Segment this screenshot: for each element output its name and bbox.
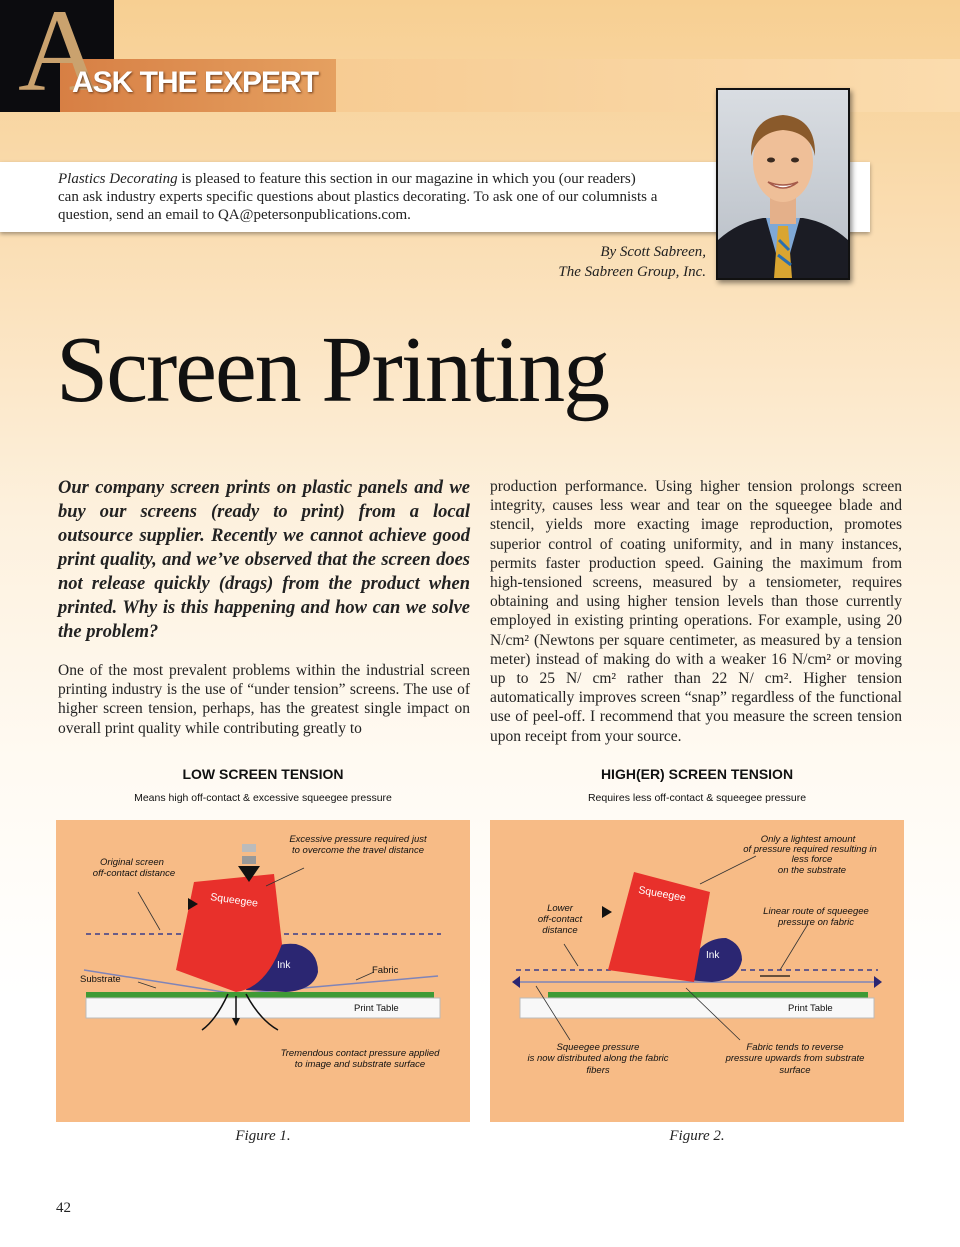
author-portrait-illustration	[718, 90, 848, 278]
section-initial-letter: A	[18, 0, 104, 116]
figure2-subtitle: Requires less off-contact & squeegee pressure	[587, 792, 807, 804]
fig2-left-arrow	[512, 976, 520, 988]
intro-body: is pleased to feature this section in our magazine in which you (our readers) can ask industry experts specific questions about plastics decorating. To ask one of our columnists a question, send an email to QA@petersonpublications.com.	[58, 171, 658, 223]
fig1-pressure-arrow-grey-1	[242, 844, 256, 852]
figure1-caption: Figure 1.	[235, 1128, 291, 1144]
magazine-name: Plastics Decorating	[58, 171, 178, 187]
fig2-label-light-line1: Only a lightest amount	[760, 834, 856, 845]
fig2-direction-arrow	[602, 906, 612, 918]
fig2-label-lower-line2: off-contact	[537, 914, 583, 925]
fig2-leader-linear	[780, 924, 808, 970]
figure2-illustration	[490, 820, 904, 1122]
figure1-subtitle: Means high off-contact & excessive squeegee pressure	[134, 792, 392, 804]
figure1-illustration	[56, 820, 470, 1122]
fig1-label-contact-line2: to image and substrate surface	[294, 1059, 426, 1070]
fig2-label-light-line2: of pressure required resulting in	[743, 844, 877, 855]
fig2-label-distributed-line2: is now distributed along the fabric	[527, 1053, 669, 1064]
fig1-contact-arrow-head	[232, 1018, 240, 1026]
fig1-label-substrate: Substrate	[80, 974, 121, 985]
article-body-right-column: production performance. Using higher tension prolongs screen integrity, causes less wear and tear on the squeegee blade and stencil, yields more exacting image reproduction, promotes superior control of coating uniformity, and in many instances, permits faster production speed. Gaining the maximum from high-tensioned screens, measured by a tensiometer, requires obtaining and using higher tension levels than those currently employed in existing printing operations. For example, using 20 N/cm² (Newtons per square centimeter, as measured by a tension meter) instead of making do with a weaker 16 N/cm² or moving up to 25 N/ cm² rather than 22 N/ cm². Higher tension automatically improves screen “snap” regardless of the functional use of peel-off. I recommend that you measure the screen tension upon receipt from your source.	[490, 478, 902, 745]
fig1-label-pressure-line2: to overcome the travel distance	[291, 845, 425, 856]
fig2-label-ink: Ink	[706, 950, 720, 961]
fig2-label-distributed-line1: Squeegee pressure	[556, 1042, 640, 1053]
fig1-label-contact-line1: Tremendous contact pressure applied	[280, 1048, 440, 1059]
fig2-label-distributed-line3: fibers	[586, 1065, 610, 1076]
fig1-substrate	[86, 992, 434, 998]
fig2-label-reverse-line3: surface	[779, 1065, 811, 1076]
article-title: Screen Printing	[56, 318, 609, 422]
article-body-left-column: One of the most prevalent problems within the industrial screen printing industry is the use of “under tension” screens. The use of higher screen tension, perhaps, has the greatest single impact on overall print quality while contributing greatly to	[58, 662, 470, 737]
fig2-label-light-line4: on the substrate	[777, 865, 847, 876]
intro-text	[58, 170, 658, 224]
byline-author: By Scott Sabreen,	[600, 244, 706, 260]
fig1-label-pressure-line1: Excessive pressure required just	[289, 834, 427, 845]
fig2-label-reverse-line1: Fabric tends to reverse	[746, 1042, 844, 1053]
fig2-label-lower-line3: distance	[542, 925, 578, 936]
fig2-label-reverse-line2: pressure upwards from substrate	[725, 1053, 865, 1064]
fig2-label-light-line3: less force	[791, 854, 833, 865]
fig2-leader-light	[700, 856, 756, 884]
fig2-substrate	[548, 992, 868, 998]
fig2-label-lower-line1: Lower	[547, 903, 573, 914]
figure2-caption: Figure 2.	[669, 1128, 725, 1144]
figure1-diagram	[56, 820, 470, 1122]
fig2-label-print-table: Print Table	[788, 1003, 833, 1014]
fig2-label-squeegee: Squeegee	[637, 884, 687, 905]
byline-company: The Sabreen Group, Inc.	[558, 264, 706, 280]
fig1-label-squeegee: Squeegee	[209, 891, 259, 910]
fig2-right-arrow	[874, 976, 882, 988]
fig1-leader-substrate	[138, 982, 156, 988]
reader-question: Our company screen prints on plastic panels and we buy our screens (ready to print) from a local outsource supplier. Recently we cannot achieve good print quality, and we’ve observed that the screen does not release quickly (drags) from the product when printed. Why is this happening and how can we solve the problem?	[58, 478, 470, 642]
fig1-leader-offcontact	[138, 892, 160, 930]
author-photo	[716, 88, 850, 280]
fig1-pressure-arrow-grey-2	[242, 856, 256, 864]
fig2-label-linear-line2: pressure on fabric	[777, 917, 855, 928]
fig1-label-offcontact-line1: Original screen	[100, 857, 164, 868]
fig2-label-linear-line1: Linear route of squeegee	[763, 906, 869, 917]
section-title: ASK THE EXPERT	[72, 66, 319, 99]
fig1-label-print-table: Print Table	[354, 1003, 399, 1014]
fig1-label-fabric: Fabric	[372, 965, 399, 976]
figure2-diagram	[490, 820, 904, 1122]
fig1-label-ink: Ink	[277, 960, 291, 971]
fig2-leader-lower	[564, 944, 578, 966]
figure1-title: LOW SCREEN TENSION	[182, 766, 344, 782]
header-banner-rule	[336, 59, 960, 112]
page-number: 42	[56, 1200, 71, 1216]
fig1-label-offcontact-line2: off-contact distance	[92, 868, 176, 879]
figure2-title: HIGH(ER) SCREEN TENSION	[600, 766, 794, 782]
byline	[480, 242, 706, 282]
